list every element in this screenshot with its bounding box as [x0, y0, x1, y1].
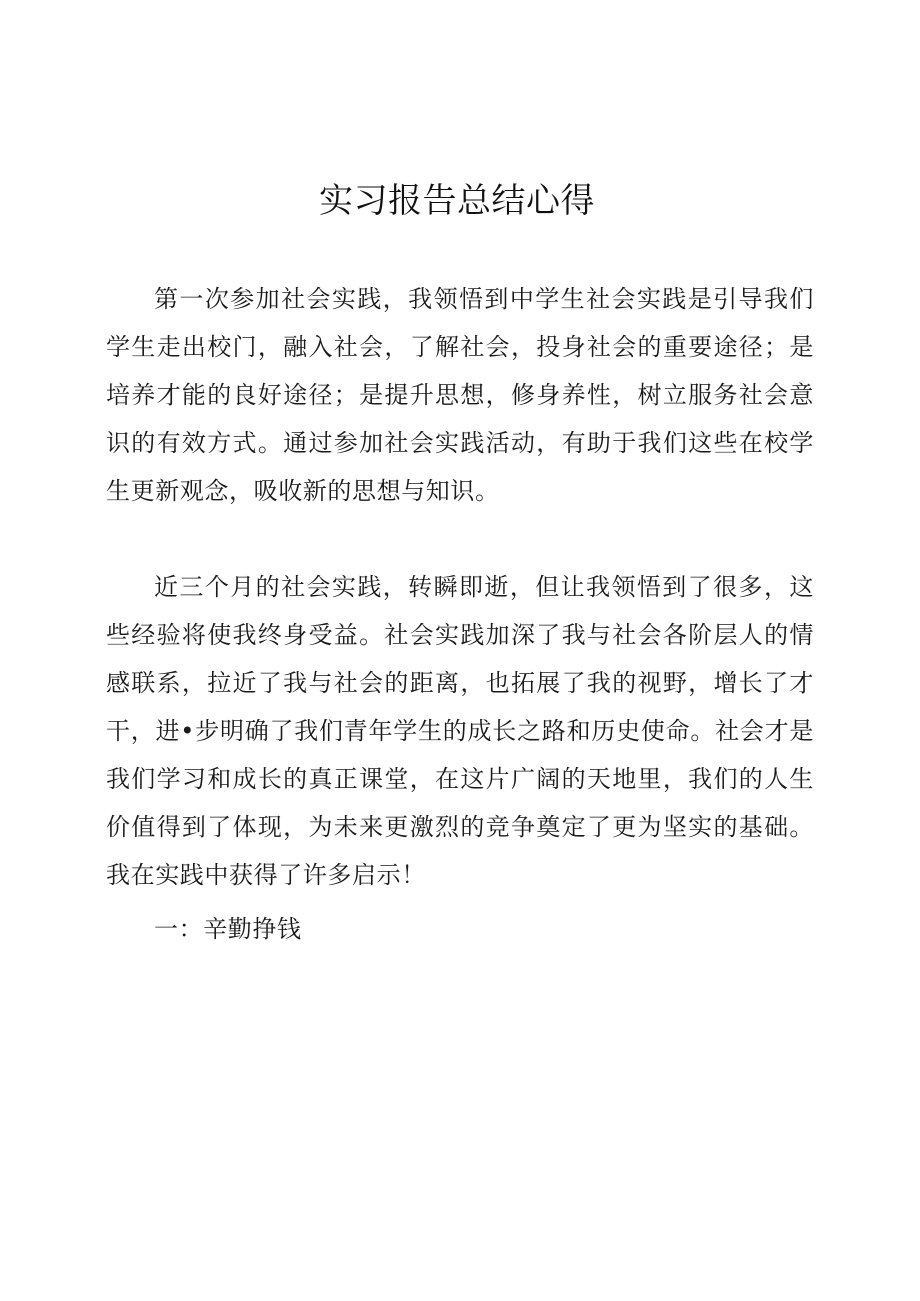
paragraph-first-practice: 第一次参加社会实践，我领悟到中学生社会实践是引导我们学生走出校门，融入社会，了解社会，投身社会的重要途径；是培养才能的良好途径；是提升思想，修身养性，树立服务社会意识的有效方式。通过参加社会实践活动，有助于我们这些在校学生更新观念，吸收新的思想与知识。	[106, 285, 814, 505]
section-heading: 一：辛勤挣钱	[154, 915, 302, 943]
page-title: 实习报告总结心得	[319, 181, 595, 221]
paragraph-three-months: 近三个月的社会实践，转瞬即逝，但让我领悟到了很多，这些经验将使我终身受益。社会实践加深了我与社会各阶层人的情感联系，拉近了我与社会的距离，也拓展了我的视野，增长了才干，进•步明确了我们青年学生的成长之路和历史使命。社会才是我们学习和成长的真正课堂，在这片广阔的天地里，我们的人生价值得到了体现，为未来更激烈的竞争奠定了更为坚实的基础。我在实践中获得了许多启示！	[106, 573, 814, 889]
